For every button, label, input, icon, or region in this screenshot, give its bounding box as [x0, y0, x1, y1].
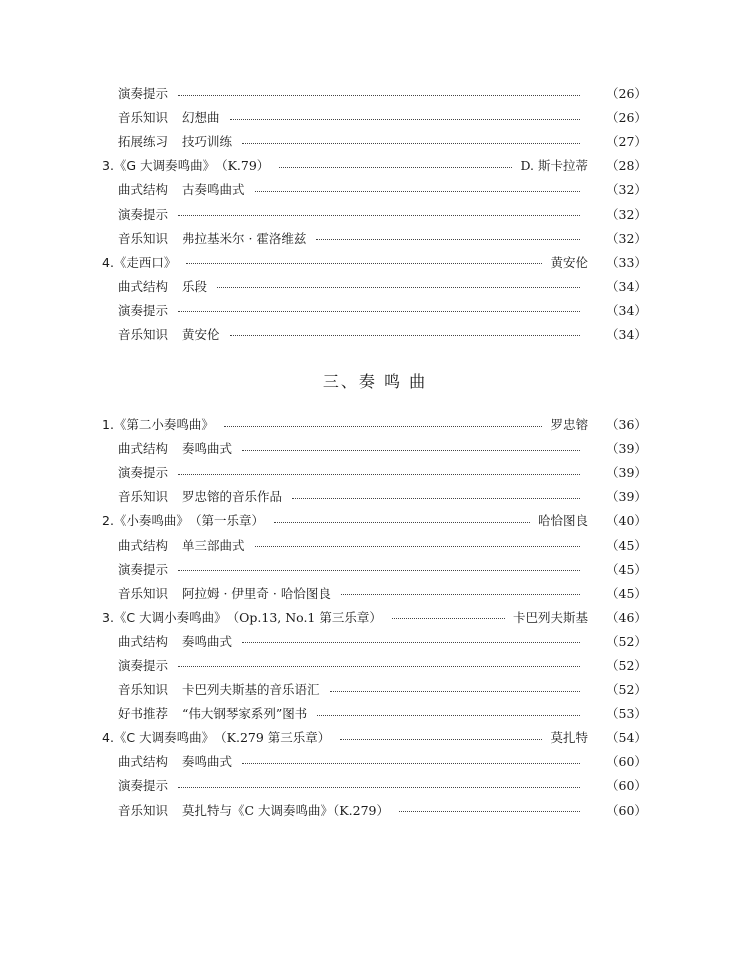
entry-label: 4.《走西口》	[102, 254, 177, 270]
entry-page-number: （46）	[606, 609, 647, 625]
entry-page-number: （32）	[606, 230, 647, 246]
entry-label: 拓展练习	[118, 134, 169, 150]
entry-page-number: （54）	[606, 730, 647, 746]
entry-page-number: （60）	[606, 778, 647, 794]
entry-page-number: （60）	[606, 754, 647, 770]
entry-label: 2.《小奏鸣曲》	[102, 513, 189, 529]
dot-leader	[317, 715, 580, 716]
entry-topic: “伟大钢琴家系列”图书	[182, 706, 308, 722]
entry-label: 曲式结构	[118, 537, 169, 553]
toc-entry-piece[interactable]	[0, 725, 750, 749]
entry-page-number: （40）	[606, 513, 647, 529]
entry-page-number: （60）	[606, 802, 647, 818]
entry-label: 曲式结构	[118, 278, 169, 294]
dot-leader	[217, 287, 580, 288]
dot-leader	[242, 143, 580, 144]
entry-label: 演奏提示	[118, 206, 169, 222]
toc-entry-sub[interactable]	[0, 129, 750, 153]
entry-page-number: （27）	[606, 134, 647, 150]
dot-leader	[178, 95, 580, 96]
entry-note: （第一乐章）	[188, 513, 264, 529]
toc-entry-piece[interactable]	[0, 605, 750, 629]
entry-label: 演奏提示	[118, 86, 169, 102]
entry-topic: 幻想曲	[182, 110, 220, 126]
entry-topic: 奏鸣曲式	[182, 441, 233, 457]
dot-leader	[178, 215, 580, 216]
dot-leader	[186, 263, 542, 264]
dot-leader	[340, 739, 542, 740]
toc-entry-sub[interactable]	[0, 532, 750, 556]
dot-leader	[242, 450, 580, 451]
entry-label: 曲式结构	[118, 633, 169, 649]
entry-note: （K.279 第三乐章）	[214, 730, 331, 746]
dot-leader	[341, 594, 580, 595]
dot-leader	[242, 763, 580, 764]
dot-leader	[255, 191, 580, 192]
toc-entry-sub[interactable]	[0, 201, 750, 225]
entry-page-number: （39）	[606, 441, 647, 457]
entry-page-number: （52）	[606, 657, 647, 673]
entry-author: D. 斯卡拉蒂	[520, 158, 588, 174]
entry-label: 1.《第二小奏鸣曲》	[102, 417, 214, 433]
entry-page-number: （26）	[606, 110, 647, 126]
entry-author: 罗忠镕	[550, 417, 588, 433]
entry-topic: 奏鸣曲式	[182, 633, 233, 649]
entry-author: 莫扎特	[550, 730, 588, 746]
entry-label: 3.《C 大调小奏鸣曲》	[102, 609, 227, 625]
entry-topic: 技巧训练	[182, 134, 233, 150]
entry-page-number: （28）	[606, 158, 647, 174]
entry-label: 3.《G 大调奏鸣曲》	[102, 158, 216, 174]
entry-page-number: （39）	[606, 465, 647, 481]
dot-leader	[178, 474, 580, 475]
dot-leader	[224, 426, 543, 427]
entry-page-number: （52）	[606, 633, 647, 649]
entry-author: 卡巴列夫斯基	[512, 609, 588, 625]
toc-entry-sub[interactable]	[0, 322, 750, 346]
entry-page-number: （34）	[606, 326, 647, 342]
entry-topic: 弗拉基米尔 · 霍洛维兹	[182, 230, 307, 246]
entry-label: 曲式结构	[118, 754, 169, 770]
entry-page-number: （26）	[606, 86, 647, 102]
entry-label: 演奏提示	[118, 778, 169, 794]
entry-label: 音乐知识	[118, 110, 169, 126]
toc-block-continued	[0, 81, 750, 346]
toc-entry-sub[interactable]	[0, 798, 750, 822]
entry-note: （K.79）	[215, 158, 270, 174]
entry-label: 音乐知识	[118, 230, 169, 246]
toc-entry-piece[interactable]	[0, 508, 750, 532]
dot-leader	[230, 335, 580, 336]
toc-entry-sub[interactable]	[0, 629, 750, 653]
entry-author: 哈恰图良	[537, 513, 588, 529]
entry-topic: 卡巴列夫斯基的音乐语汇	[182, 682, 320, 698]
toc-entry-piece[interactable]	[0, 412, 750, 436]
entry-page-number: （33）	[606, 254, 647, 270]
toc-entry-sub[interactable]	[0, 177, 750, 201]
entry-topic: 单三部曲式	[182, 537, 245, 553]
entry-page-number: （53）	[606, 706, 647, 722]
toc-block-sonata	[0, 412, 750, 822]
entry-page-number: （39）	[606, 489, 647, 505]
entry-topic: 阿拉姆 · 伊里奇 · 哈恰图良	[182, 585, 331, 601]
entry-topic: 黄安伦	[182, 326, 220, 342]
entry-page-number: （52）	[606, 682, 647, 698]
entry-label: 演奏提示	[118, 657, 169, 673]
entry-page-number: （45）	[606, 585, 647, 601]
entry-author: 黄安伦	[550, 254, 588, 270]
entry-page-number: （32）	[606, 206, 647, 222]
toc-entry-sub[interactable]	[0, 677, 750, 701]
entry-label: 演奏提示	[118, 465, 169, 481]
entry-label: 音乐知识	[118, 326, 169, 342]
entry-label: 音乐知识	[118, 682, 169, 698]
entry-label: 演奏提示	[118, 302, 169, 318]
toc-entry-sub[interactable]	[0, 653, 750, 677]
dot-leader	[274, 522, 530, 523]
toc-entry-sub[interactable]	[0, 81, 750, 105]
toc-entry-piece[interactable]	[0, 153, 750, 177]
entry-page-number: （45）	[606, 537, 647, 553]
entry-topic: 罗忠镕的音乐作品	[182, 489, 283, 505]
dot-leader	[178, 787, 580, 788]
entry-topic: 莫扎特与《C 大调奏鸣曲》（K.279）	[182, 802, 389, 818]
entry-label: 曲式结构	[118, 182, 169, 198]
entry-label: 音乐知识	[118, 585, 169, 601]
dot-leader	[392, 618, 505, 619]
entry-label: 曲式结构	[118, 441, 169, 457]
entry-topic: 古奏鸣曲式	[182, 182, 245, 198]
dot-leader	[279, 167, 512, 168]
entry-page-number: （34）	[606, 278, 647, 294]
entry-label: 音乐知识	[118, 802, 169, 818]
entry-page-number: （32）	[606, 182, 647, 198]
entry-label: 4.《C 大调奏鸣曲》	[102, 730, 215, 746]
toc-entry-sub[interactable]	[0, 436, 750, 460]
dot-leader	[292, 498, 580, 499]
dot-leader	[255, 546, 580, 547]
entry-page-number: （36）	[606, 417, 647, 433]
toc-entry-sub[interactable]	[0, 226, 750, 250]
section-title: 三、奏 鸣 曲	[322, 372, 428, 391]
toc-entry-sub[interactable]	[0, 274, 750, 298]
toc-entry-sub[interactable]	[0, 773, 750, 797]
toc-entry-sub[interactable]	[0, 105, 750, 129]
dot-leader	[230, 119, 580, 120]
dot-leader	[316, 239, 580, 240]
dot-leader	[178, 311, 580, 312]
dot-leader	[399, 811, 580, 812]
entry-topic: 奏鸣曲式	[182, 754, 233, 770]
toc-entry-sub[interactable]	[0, 298, 750, 322]
entry-page-number: （34）	[606, 302, 647, 318]
dot-leader	[242, 642, 580, 643]
toc-entry-sub[interactable]	[0, 749, 750, 773]
toc-entry-sub[interactable]	[0, 460, 750, 484]
entry-label: 音乐知识	[118, 489, 169, 505]
entry-label: 演奏提示	[118, 561, 169, 577]
entry-label: 好书推荐	[118, 706, 169, 722]
entry-page-number: （45）	[606, 561, 647, 577]
toc-entry-sub[interactable]	[0, 701, 750, 725]
dot-leader	[178, 666, 580, 667]
toc-entry-sub[interactable]	[0, 581, 750, 605]
toc-entry-sub[interactable]	[0, 484, 750, 508]
toc-entry-piece[interactable]	[0, 250, 750, 274]
entry-note: （Op.13, No.1 第三乐章）	[226, 609, 382, 625]
toc-entry-sub[interactable]	[0, 557, 750, 581]
dot-leader	[330, 691, 580, 692]
entry-topic: 乐段	[182, 278, 208, 294]
dot-leader	[178, 570, 580, 571]
